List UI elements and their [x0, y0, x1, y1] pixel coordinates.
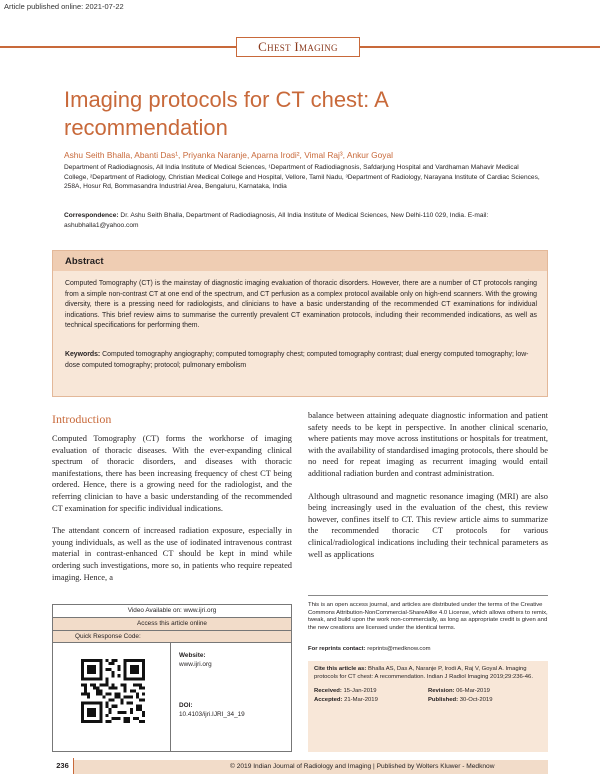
revision-date	[428, 687, 542, 695]
reprints-label: For reprints contact:	[308, 646, 366, 652]
intro-paragraph-1: Computed Tomography (CT) forms the workhorse of imaging evaluation of thoracic diseases. With the ever-expanding clinical spectrum of thoracic disorders, and diseases with thoracic manifestations, there has been increasing frequency of chest CT being ordered. Hence, there is a growing need for the radiologist, and the referring clinician to have a basic understanding of the recommended CT examination for specific individual indications.	[52, 434, 292, 513]
doi-link[interactable]: 10.4103/ijri.IJRI_34_19	[179, 711, 245, 718]
revision-label: Revision:	[428, 688, 455, 694]
website-link[interactable]: www.ijri.org	[179, 661, 212, 668]
accepted-value: 21-Mar-2019	[342, 697, 378, 703]
qr-code-icon[interactable]	[81, 659, 145, 723]
accepted-date	[314, 696, 428, 704]
correspondence	[64, 211, 544, 230]
published-note: Article published online: 2021-07-22	[4, 2, 124, 11]
left-column	[52, 433, 292, 594]
published-date	[428, 696, 542, 704]
article-dates	[314, 687, 542, 704]
received-label: Received:	[314, 688, 342, 694]
article-title: Imaging protocols for CT chest: A recommendation	[64, 87, 388, 140]
footer-copyright: © 2019 Indian Journal of Radiology and Imaging | Published by Wolters Kluwer - Medknow	[230, 763, 495, 770]
published-value: 30-Oct-2019	[458, 697, 493, 703]
abstract-text: Computed Tomography (CT) is the mainstay of diagnostic imaging evaluation of thoracic disorders. However, there are a number of CT protocols ranging from a simple non-contrast CT at one end of the spectrum, and CT perfusion as a complex protocol available only on high-end scanners. With the growing diversity, there is a pressing need for radiologists, and clinicians to have a basic understanding of the recommended CT examinations for individual indications. This brief review aims to summarise the currently prevalent CT examination protocols, including their recommended indications, as well as technical specifications for performing them.	[65, 280, 537, 330]
qr-label: Quick Response Code:	[53, 631, 291, 643]
citation-box	[308, 661, 548, 752]
website-label: Website:	[179, 652, 206, 659]
section-label: Chest Imaging	[236, 37, 360, 57]
keywords-text: Computed tomography angiography; computed tomography chest; computed tomography contrast; dual energy computed tomography; low-dose computed tomography; protocol; pulmonary embolism	[65, 351, 529, 369]
cite-text: Bhalla AS, Das A, Naranje P, Irodi A, Raj V, Goyal A. Imaging protocols for CT chest: A recommendation. Indian J Radiol Imaging 2019;29:236-46.	[314, 666, 533, 680]
qr-cell	[53, 643, 171, 752]
doi-info	[179, 701, 245, 719]
published-label: Published:	[428, 697, 459, 703]
reprints-email: reprints@medknow.com	[365, 646, 431, 652]
received-date	[314, 687, 428, 695]
intro-paragraph-2: The attendant concern of increased radiation exposure, especially in young individuals, as well as the use of iodinated intravenous contrast material in contrast-enhanced CT should be kept in mind while ordering such investigations, more so, in patients who require repeated imaging. Hence, a	[52, 526, 292, 582]
abstract-heading: Abstract	[53, 251, 547, 271]
keywords	[65, 350, 537, 371]
page-number: 236	[52, 758, 74, 774]
correspondence-text: Dr. Ashu Seith Bhalla, Department of Radiodiagnosis, All India Institute of Medical Sciences, New Delhi-110 029, India. E-mail: ashubhalla1@yahoo.com	[64, 212, 489, 229]
reprints-note	[308, 646, 548, 652]
keywords-label: Keywords:	[65, 351, 101, 358]
doi-label: DOI:	[179, 702, 193, 709]
access-box	[52, 604, 292, 752]
license-note: This is an open access journal, and articles are distributed under the terms of the Creative Commons Attribution-NonCommercial-ShareAlike 4.0 License, which allows others to remix, tweak, and build upon the work non-commercially, as long as appropriate credit is given and the new creations are licensed under the identical terms.	[308, 595, 548, 632]
access-online-heading: Access this article online	[53, 618, 291, 631]
author-list: Ashu Seith Bhalla, Abanti Das¹, Priyanka Naranje, Aparna Irodi², Vimal Raj³, Ankur Goyal	[64, 150, 393, 160]
intro-paragraph-4: Although ultrasound and magnetic resonance imaging (MRI) are also being increasingly used in the evaluation of the chest, this review however, confines itself to CT. This review article aims to summarize the recommended thoracic CT protocols for various clinical/radiological indications including their technical parameters as well as applications	[308, 491, 548, 559]
received-value: 15-Jan-2019	[341, 688, 377, 694]
revision-value: 06-Mar-2019	[454, 688, 490, 694]
affiliations: Department of Radiodiagnosis, All India Institute of Medical Sciences, ¹Department of Radiodiagnosis, Safdarjung Hospital and Vardhaman Mahavir Medical College, ²Department of Radiology, Christian Medical College and Hospital, Vellore, Tamil Nadu, ³Department of Radiology, Narayana Institute of Cardiac Sciences, 258A, Hosur Rd, Bommasandra Industrial Area, Bengaluru, Karnataka, India	[64, 164, 540, 191]
website-info	[179, 651, 212, 669]
correspondence-label: Correspondence:	[64, 212, 119, 219]
abstract-box	[52, 250, 548, 397]
right-column	[308, 410, 548, 571]
intro-paragraph-3: balance between attaining adequate diagnostic information and patient safety needs to be kept in perspective. In another clinical scenario, where patients may move across institutions or hospitals for treatment, with the availability of standardised imaging protocols, there should be no need for repeat imaging as recurrent imaging would entail additional radiation burden and contrast administration.	[308, 411, 548, 478]
accepted-label: Accepted:	[314, 697, 343, 703]
cite-label: Cite this article as:	[314, 666, 367, 672]
intro-heading: Introduction	[52, 412, 112, 426]
video-available[interactable]: Video Available on: www.ijri.org	[53, 605, 291, 618]
